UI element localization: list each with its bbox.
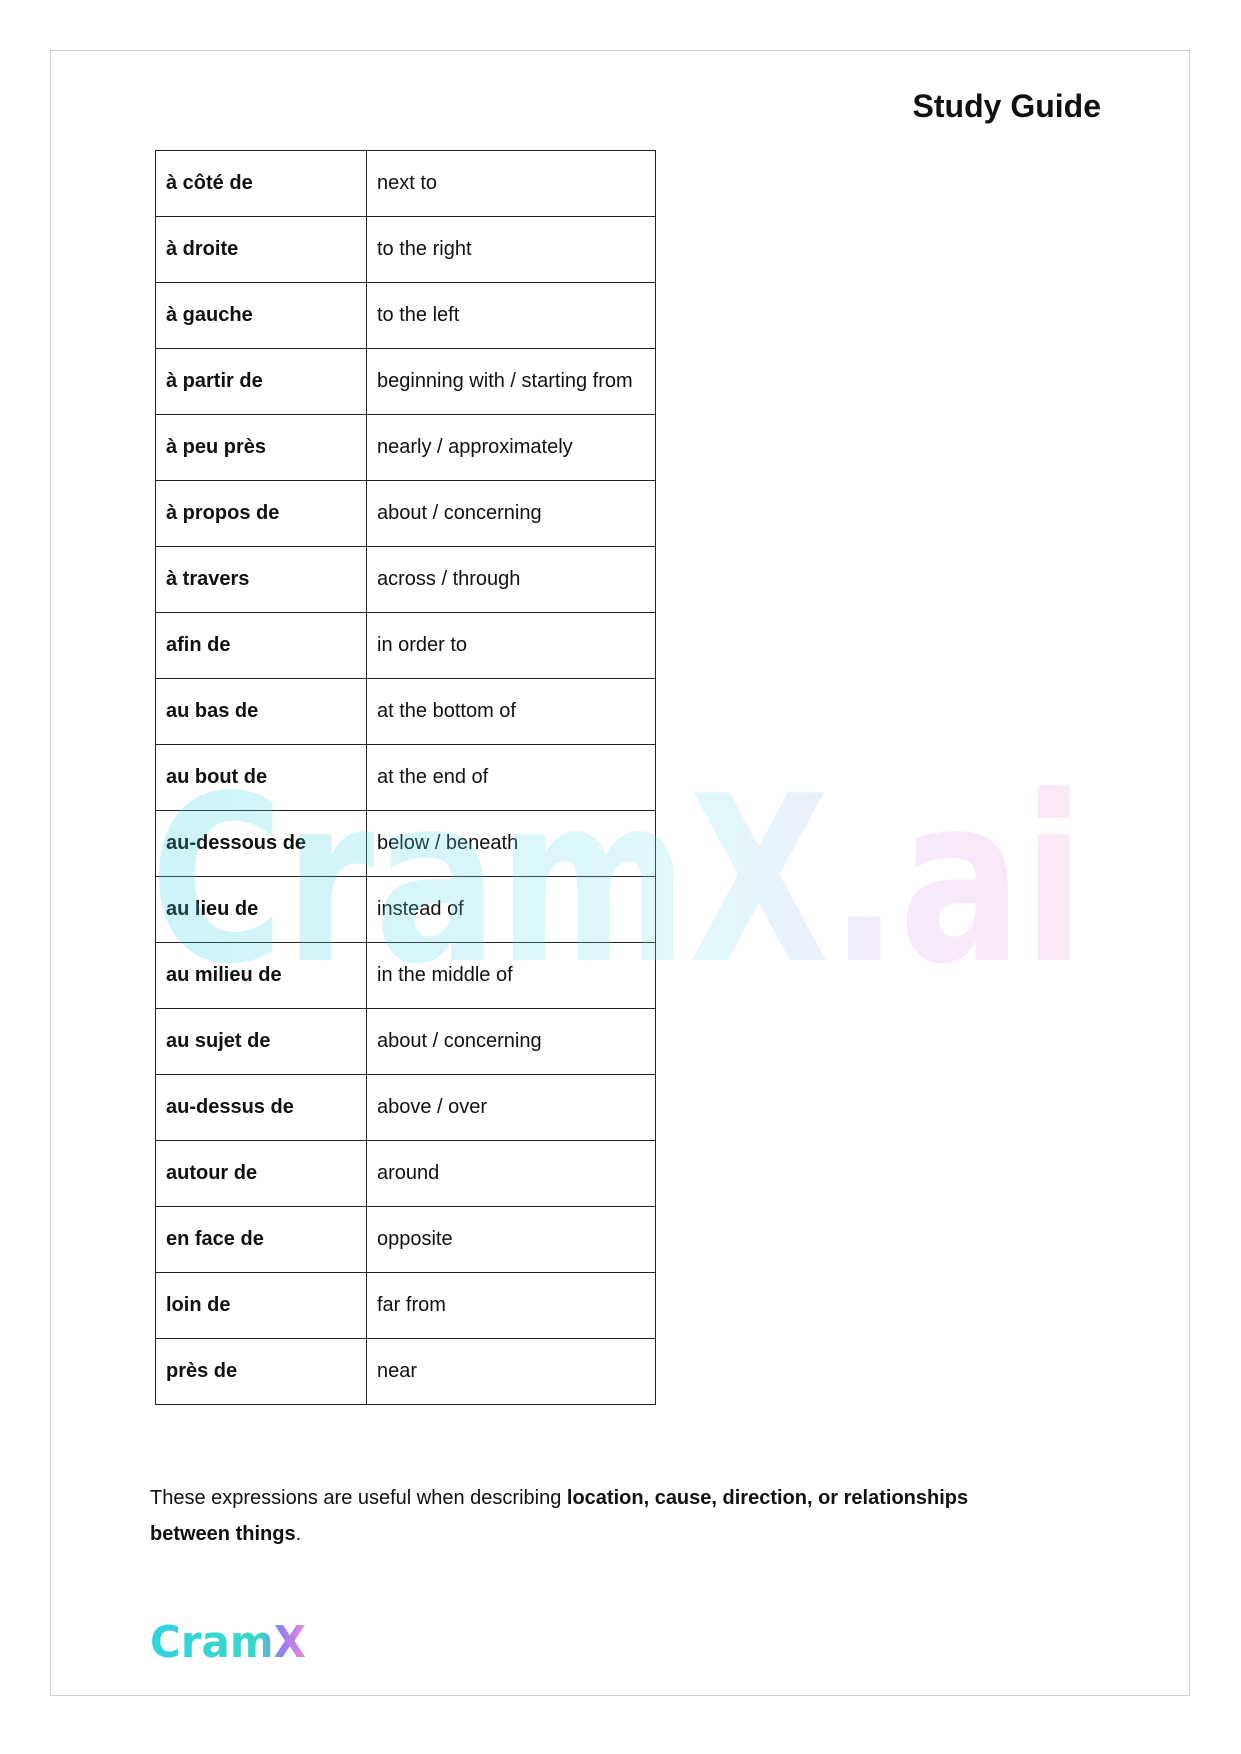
french-expression: à travers <box>156 547 367 613</box>
vocabulary-table-body <box>156 151 656 1405</box>
vocabulary-row <box>156 1141 656 1207</box>
english-translation: instead of <box>367 877 656 943</box>
english-translation: far from <box>367 1273 656 1339</box>
english-translation: around <box>367 1141 656 1207</box>
french-expression: au bout de <box>156 745 367 811</box>
vocabulary-row <box>156 283 656 349</box>
french-expression: près de <box>156 1339 367 1405</box>
vocabulary-row <box>156 811 656 877</box>
french-expression: en face de <box>156 1207 367 1273</box>
vocabulary-row <box>156 1009 656 1075</box>
french-expression: au bas de <box>156 679 367 745</box>
vocabulary-row <box>156 1339 656 1405</box>
vocabulary-row <box>156 349 656 415</box>
english-translation: to the right <box>367 217 656 283</box>
french-expression: à propos de <box>156 481 367 547</box>
summary-note <box>150 1480 1050 1552</box>
vocabulary-row <box>156 613 656 679</box>
vocabulary-row <box>156 745 656 811</box>
french-expression: autour de <box>156 1141 367 1207</box>
english-translation: next to <box>367 151 656 217</box>
french-expression: à côté de <box>156 151 367 217</box>
english-translation: nearly / approximately <box>367 415 656 481</box>
english-translation: to the left <box>367 283 656 349</box>
english-translation: about / concerning <box>367 1009 656 1075</box>
english-translation: at the end of <box>367 745 656 811</box>
english-translation: in the middle of <box>367 943 656 1009</box>
vocabulary-row <box>156 679 656 745</box>
vocabulary-row <box>156 151 656 217</box>
cramx-logo <box>150 1615 310 1667</box>
english-translation: opposite <box>367 1207 656 1273</box>
french-expression: au lieu de <box>156 877 367 943</box>
english-translation: about / concerning <box>367 481 656 547</box>
summary-note-prefix: These expressions are useful when describing <box>150 1487 567 1509</box>
watermark-text: CramX.ai <box>150 755 1085 995</box>
french-expression: à partir de <box>156 349 367 415</box>
english-translation: beginning with / starting from <box>367 349 656 415</box>
summary-note-bold: location, cause, direction, or relationships between things <box>150 1487 969 1545</box>
page-title: Study Guide <box>912 88 1101 124</box>
french-expression: loin de <box>156 1273 367 1339</box>
vocabulary-row <box>156 415 656 481</box>
vocabulary-row <box>156 1075 656 1141</box>
vocabulary-row <box>156 1207 656 1273</box>
french-expression: afin de <box>156 613 367 679</box>
english-translation: above / over <box>367 1075 656 1141</box>
vocabulary-row <box>156 217 656 283</box>
french-expression: au milieu de <box>156 943 367 1009</box>
vocabulary-row <box>156 1273 656 1339</box>
vocabulary-row <box>156 943 656 1009</box>
french-expression: à gauche <box>156 283 367 349</box>
vocabulary-table <box>155 150 656 1405</box>
summary-note-suffix: . <box>295 1523 302 1545</box>
vocabulary-row <box>156 481 656 547</box>
english-translation: near <box>367 1339 656 1405</box>
english-translation: at the bottom of <box>367 679 656 745</box>
english-translation: across / through <box>367 547 656 613</box>
french-expression: à peu près <box>156 415 367 481</box>
vocabulary-row <box>156 877 656 943</box>
french-expression: à droite <box>156 217 367 283</box>
french-expression: au-dessus de <box>156 1075 367 1141</box>
french-expression: au sujet de <box>156 1009 367 1075</box>
english-translation: below / beneath <box>367 811 656 877</box>
logo-text: CramX <box>150 1617 307 1667</box>
english-translation: in order to <box>367 613 656 679</box>
vocabulary-row <box>156 547 656 613</box>
french-expression: au-dessous de <box>156 811 367 877</box>
